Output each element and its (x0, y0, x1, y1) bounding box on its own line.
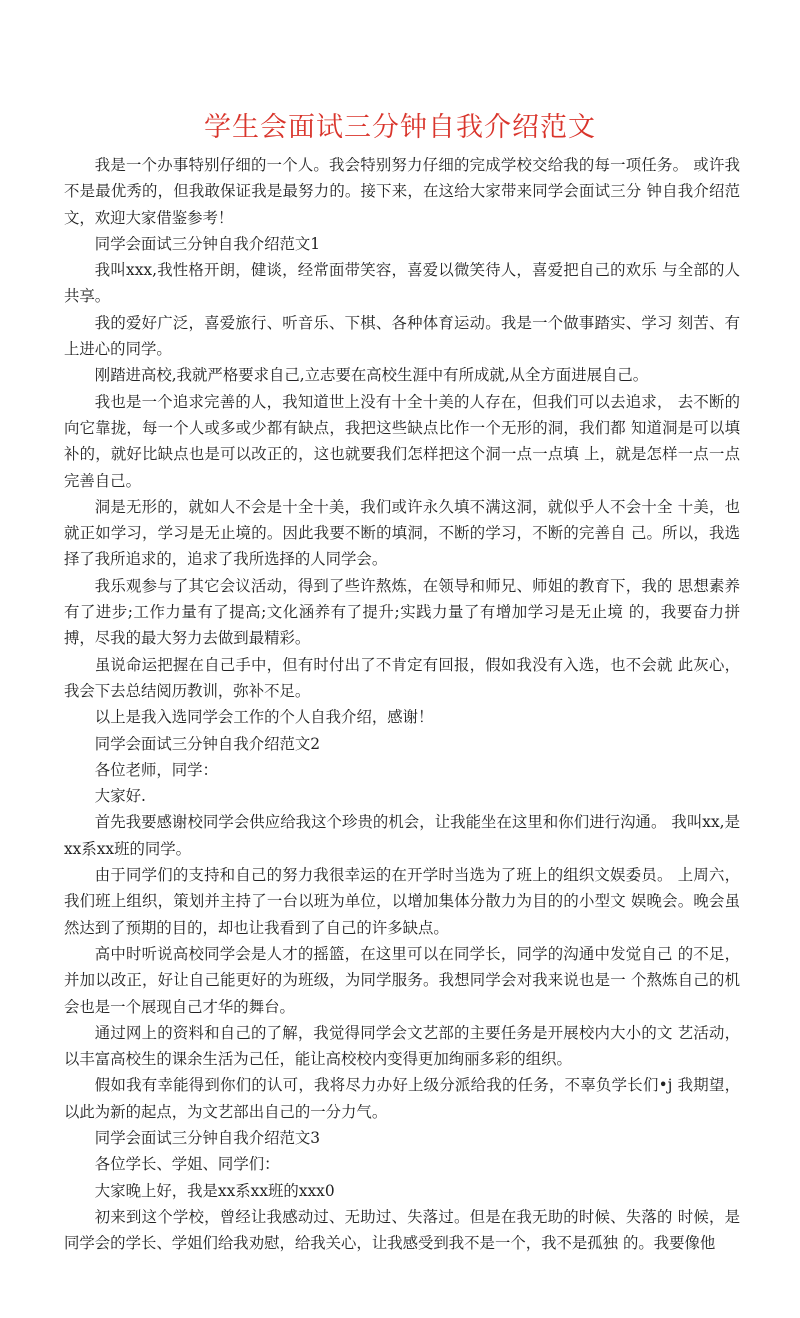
document-body (64, 152, 740, 1256)
paragraph: 同学会面试三分钟自我介绍范文1 (94, 234, 321, 253)
paragraph: 我也是一个追求完善的人，我知道世上没有十全十美的人存在，但我们可以去追求， 去不断的向它靠拢，每一个人或多或少都有缺点，我把这些缺点比作一个无形的洞，我们都 知道洞是可以填补的，就好比缺点也是可以改正的，这也就要我们怎样把这个洞一点一点填 上，就是怎样一点一点完善自己。 (64, 392, 740, 490)
paragraph: 虽说命运把握在自己手中，但有时付出了不肯定有回报，假如我没有入选，也不会就 此灰心，我会下去总结阅历教训，弥补不足。 (64, 655, 740, 700)
paragraph: 我是一个办事特别仔细的一个人。我会特别努力仔细的完成学校交给我的每一项任务。 或许我不是最优秀的，但我敢保证我是最努力的。接下来，在这给大家带来同学会面试三分 钟自我介绍范文，欢迎大家借鉴参考！ (64, 156, 740, 227)
paragraph: 我的爱好广泛，喜爱旅行、听音乐、下棋、各种体育运动。我是一个做事踏实、学习 刻苦、有上进心的同学。 (64, 313, 740, 359)
paragraph: 首先我要感谢校同学会供应给我这个珍贵的机会，让我能坐在这里和你们进行沟通。 我叫xx,是xx系xx班的同学。 (64, 813, 740, 858)
paragraph: 同学会面试三分钟自我介绍范文3 (94, 1128, 321, 1147)
paragraph: 由于同学们的支持和自己的努力我很幸运的在开学时当选为了班上的组织文娱委员。 上周六，我们班上组织，策划并主持了一台以班为单位，以增加集体分散力为目的的小型文 娱晚会。晚会虽然达到了预期的目的，却也让我看到了自己的许多缺点。 (64, 866, 740, 937)
paragraph: 大家晚上好，我是xx系xx班的xxx0 (94, 1181, 335, 1200)
paragraph: 刚踏进高校,我就严格要求自己,立志要在高校生涯中有所成就,从全方面进展自己。 (94, 366, 649, 385)
paragraph: 洞是无形的，就如人不会是十全十美，我们或许永久填不满这洞，就似乎人不会十全 十美，也就正如学习，学习是无止境的。因此我要不断的填洞，不断的学习，不断的完善自 己。所以，我选择了我所追求的，追求了我所选择的人同学会。 (64, 497, 740, 569)
paragraph: 大家好. (94, 787, 146, 806)
paragraph: 通过网上的资料和自己的了解，我觉得同学会文艺部的主要任务是开展校内大小的文 艺活动，以丰富高校生的课余生活为己任，能让高校校内变得更加绚丽多彩的组织。 (64, 1023, 740, 1069)
paragraph: 各位老师，同学： (94, 760, 218, 779)
paragraph: 假如我有幸能得到你们的认可，我将尽力办好上级分派给我的任务，不辜负学长们•j 我期望，以此为新的起点，为文艺部出自己的一分力气。 (64, 1076, 740, 1121)
paragraph: 各位学长、学姐、同学们： (94, 1155, 280, 1174)
paragraph: 我乐观参与了其它会议活动，得到了些许熬炼，在领导和师兄、师姐的教育下，我的 思想素养有了进步;工作力量有了提高;文化涵养有了提升;实践力量了有增加学习是无止境 的，我要奋力拼搏，尽我的最大努力去做到最精彩。 (64, 576, 740, 648)
paragraph: 以上是我入选同学会工作的个人自我介绍，感谢！ (94, 708, 434, 727)
paragraph: 同学会面试三分钟自我介绍范文2 (94, 734, 321, 753)
paragraph: 我叫xxx,我性格开朗，健谈，经常面带笑容，喜爱以微笑待人，喜爱把自己的欢乐 与全部的人共享。 (64, 261, 740, 306)
paragraph: 初来到这个学校，曾经让我感动过、无助过、失落过。但是在我无助的时候、失落的 时候，是同学会的学长、学姐们给我劝慰，给我关心，让我感受到我不是一个，我不是孤独 的。我要像他 (64, 1207, 740, 1253)
document-title: 学生会面试三分钟自我介绍范文 (204, 112, 596, 143)
paragraph: 高中时听说高校同学会是人才的摇篮，在这里可以在同学长，同学的沟通中发觉自己 的不足，并加以改正，好让自己能更好的为班级，为同学服务。我想同学会对我来说也是一 个熬炼自己的机会也是一个展现自己才华的舞台。 (64, 944, 740, 1016)
